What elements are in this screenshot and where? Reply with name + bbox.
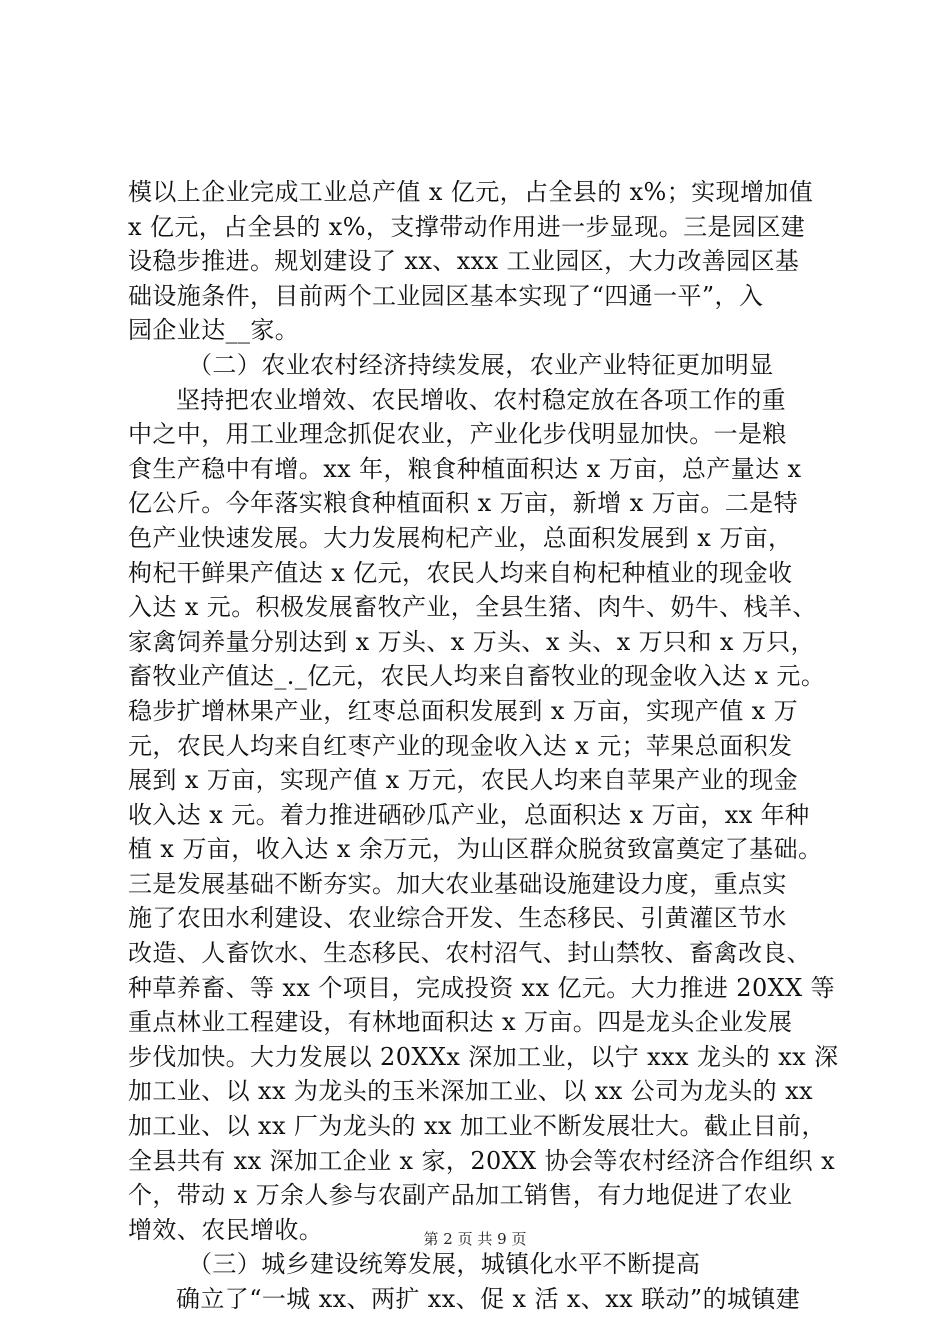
text-line: 种草养畜、等 xx 个项目，完成投资 xx 亿元。大力推进 20XX 等 — [128, 973, 836, 1002]
text-line: 设稳步推进。规划建设了 xx、xxx 工业园区，大力改善园区基 — [128, 247, 800, 276]
text-line: 步伐加快。大力发展以 20XXx 深加工业，以宁 xxx 龙头的 xx 深 — [128, 1042, 839, 1071]
text-line: 收入达 x 元。着力推进硒砂瓜产业，总面积达 x 万亩，xx 年种 — [128, 800, 810, 829]
section-heading: （三）城乡建设统筹发展，城镇化水平不断提高 — [188, 1250, 701, 1279]
text-line: 家禽饲养量分别达到 x 万头、x 万头、x 头、x 万只和 x 万只， — [128, 627, 816, 656]
text-line: 改造、人畜饮水、生态移民、农村沼气、封山禁牧、畜禽改良、 — [128, 939, 812, 968]
text-line: 全县共有 xx 深加工企业 x 家，20XX 协会等农村经济合作组织 x — [128, 1146, 836, 1175]
text-line: 增效、农民增收。 — [128, 1215, 324, 1244]
page-footer: 第 2 页 共 9 页 — [423, 1230, 527, 1248]
text-line: 色产业快速发展。大力发展枸杞产业，总面积发展到 x 万亩， — [128, 523, 793, 552]
text-line: 稳步扩增林果产业，红枣总面积发展到 x 万亩，实现产值 x 万 — [128, 696, 798, 725]
text-line: 个，带动 x 万余人参与农副产品加工销售，有力地促进了农业 — [128, 1181, 793, 1210]
text-line: 畜牧业产值达_._亿元，农民人均来自畜牧业的现金收入达 x 元。 — [128, 662, 826, 691]
document-body — [128, 175, 839, 1317]
text-line: 亿公斤。今年落实粮食种植面积 x 万亩，新增 x 万亩。二是特 — [128, 489, 798, 518]
text-line: 三是发展基础不断夯实。加大农业基础设施建设力度，重点实 — [128, 869, 787, 898]
text-line: 加工业、以 xx 厂为龙头的 xx 加工业不断发展壮大。截止目前， — [128, 1112, 826, 1141]
text-line: 施了农田水利建设、农业综合开发、生态移民、引黄灌区节水 — [128, 904, 787, 933]
text-line: 枸杞干鲜果产值达 x 亿元，农民人均来自枸杞种植业的现金收 — [128, 558, 793, 587]
text-line: 元，农民人均来自红枣产业的现金收入达 x 元；苹果总面积发 — [128, 731, 793, 760]
text-line: 坚持把农业增效、农民增收、农村稳定放在各项工作的重 — [176, 385, 786, 414]
text-line: 加工业、以 xx 为龙头的玉米深加工业、以 xx 公司为龙头的 xx — [128, 1077, 813, 1106]
text-line: 园企业达__家。 — [128, 316, 300, 345]
text-line: 模以上企业完成工业总产值 x 亿元，占全县的 x%；实现增加值 — [128, 178, 814, 206]
text-line: 植 x 万亩，收入达 x 余万元，为山区群众脱贫致富奠定了基础。 — [128, 835, 823, 864]
text-line: 础设施条件，目前两个工业园区基本实现了“四通一平”，入 — [128, 281, 764, 310]
section-heading: （二）农业农村经济持续发展，农业产业特征更加明显 — [188, 350, 774, 379]
text-line: 重点林业工程建设，有林地面积达 x 万亩。四是龙头企业发展 — [128, 1008, 793, 1037]
text-line: 展到 x 万亩，实现产值 x 万元，农民人均来自苹果产业的现金 — [128, 766, 798, 795]
text-line: 入达 x 元。积极发展畜牧产业，全县生猪、肉牛、奶牛、栈羊、 — [128, 593, 817, 622]
text-line: 确立了“一城 xx、两扩 xx、促 x 活 x、xx 联动”的城镇建 — [176, 1285, 801, 1313]
text-line: 中之中，用工业理念抓促农业，产业化步伐明显加快。一是粮 — [128, 420, 787, 449]
text-line: x 亿元，占全县的 x%，支撑带动作用进一步显现。三是园区建 — [128, 212, 806, 241]
text-line: 食生产稳中有增。xx 年，粮食种植面积达 x 万亩，总产量达 x — [128, 454, 802, 483]
